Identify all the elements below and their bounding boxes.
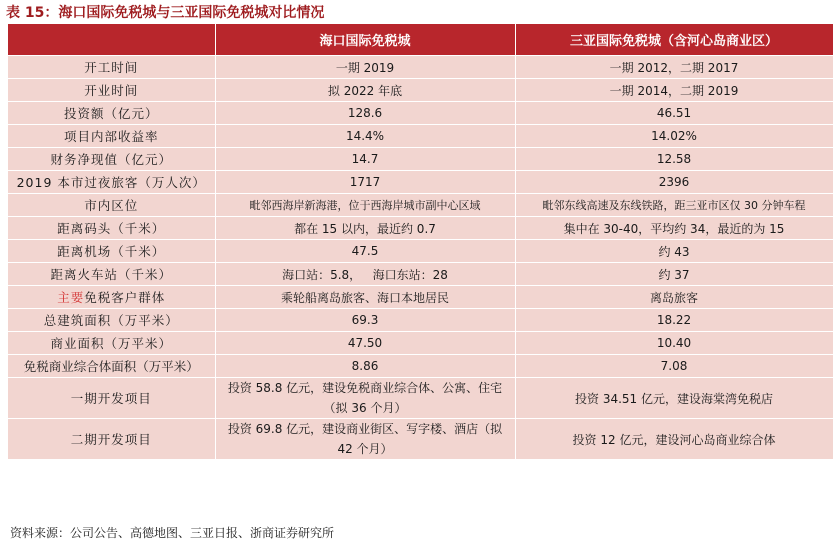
table-row bbox=[8, 194, 833, 217]
table-row bbox=[8, 56, 833, 79]
haikou-value: 14.4% bbox=[215, 125, 515, 148]
table-title: 表 15：海口国际免税城与三亚国际免税城对比情况 bbox=[6, 5, 325, 21]
haikou-value: 拟 2022 年底 bbox=[215, 79, 515, 102]
haikou-value: 海口站：5.8， 海口东站：28 bbox=[215, 263, 515, 286]
haikou-value: 毗邻西海岸新海港，位于西海岸城市副中心区域 bbox=[215, 194, 515, 217]
table-row bbox=[8, 286, 833, 309]
table-row bbox=[8, 125, 833, 148]
header-blank bbox=[8, 24, 215, 56]
haikou-value: 都在 15 以内，最近约 0.7 bbox=[215, 217, 515, 240]
sanya-value: 18.22 bbox=[515, 309, 833, 332]
header-haikou: 海口国际免税城 bbox=[215, 24, 515, 56]
sanya-value: 约 43 bbox=[515, 240, 833, 263]
sanya-value: 10.40 bbox=[515, 332, 833, 355]
row-label: 市内区位 bbox=[8, 194, 215, 217]
row-label: 免税商业综合体面积（万平米） bbox=[8, 355, 215, 378]
sanya-value: 2396 bbox=[515, 171, 833, 194]
table-row bbox=[8, 419, 833, 460]
source-note: 资料来源：公司公告、高德地图、三亚日报、浙商证券研究所 bbox=[10, 526, 335, 540]
row-label: 开业时间 bbox=[8, 79, 215, 102]
row-label: 开工时间 bbox=[8, 56, 215, 79]
sanya-value: 投资 12 亿元，建设河心岛商业综合体 bbox=[515, 419, 833, 460]
row-label: 商业面积（万平米） bbox=[8, 332, 215, 355]
row-label: 投资额（亿元） bbox=[8, 102, 215, 125]
table-header-row bbox=[8, 24, 833, 56]
haikou-value: 69.3 bbox=[215, 309, 515, 332]
row-label: 项目内部收益率 bbox=[8, 125, 215, 148]
table-row bbox=[8, 355, 833, 378]
row-label: 2019 本市过夜旅客（万人次） bbox=[8, 171, 215, 194]
haikou-value: 8.86 bbox=[215, 355, 515, 378]
sanya-value: 7.08 bbox=[515, 355, 833, 378]
haikou-value: 14.7 bbox=[215, 148, 515, 171]
table-row bbox=[8, 332, 833, 355]
haikou-value: 47.50 bbox=[215, 332, 515, 355]
haikou-value: 47.5 bbox=[215, 240, 515, 263]
haikou-value: 1717 bbox=[215, 171, 515, 194]
table-row bbox=[8, 240, 833, 263]
table-row bbox=[8, 102, 833, 125]
row-label: 一期开发项目 bbox=[8, 378, 215, 419]
haikou-value: 一期 2019 bbox=[215, 56, 515, 79]
row-label: 总建筑面积（万平米） bbox=[8, 309, 215, 332]
header-sanya: 三亚国际免税城（含河心岛商业区） bbox=[515, 24, 833, 56]
sanya-value: 一期 2014，二期 2019 bbox=[515, 79, 833, 102]
sanya-value: 一期 2012，二期 2017 bbox=[515, 56, 833, 79]
table-row bbox=[8, 378, 833, 419]
sanya-value: 离岛旅客 bbox=[515, 286, 833, 309]
row-label: 距离火车站（千米） bbox=[8, 263, 215, 286]
table-row bbox=[8, 263, 833, 286]
haikou-value: 128.6 bbox=[215, 102, 515, 125]
comparison-table bbox=[8, 24, 834, 460]
haikou-value: 投资 58.8 亿元，建设免税商业综合体、公寓、住宅（拟 36 个月） bbox=[215, 378, 515, 419]
row-label: 距离码头（千米） bbox=[8, 217, 215, 240]
haikou-value: 乘轮船离岛旅客、海口本地居民 bbox=[215, 286, 515, 309]
sanya-value: 投资 34.51 亿元，建设海棠湾免税店 bbox=[515, 378, 833, 419]
table-row bbox=[8, 309, 833, 332]
row-label: 距离机场（千米） bbox=[8, 240, 215, 263]
row-label bbox=[8, 286, 215, 309]
sanya-value: 约 37 bbox=[515, 263, 833, 286]
haikou-value: 投资 69.8 亿元，建设商业街区、写字楼、酒店（拟 42 个月） bbox=[215, 419, 515, 460]
row-label: 二期开发项目 bbox=[8, 419, 215, 460]
sanya-value: 集中在 30-40，平均约 34，最近的为 15 bbox=[515, 217, 833, 240]
sanya-value: 14.02% bbox=[515, 125, 833, 148]
row-label-emphasis: 主要 bbox=[57, 290, 85, 305]
table-row bbox=[8, 79, 833, 102]
sanya-value: 毗邻东线高速及东线铁路，距三亚市区仅 30 分钟车程 bbox=[515, 194, 833, 217]
table-row bbox=[8, 171, 833, 194]
table-row bbox=[8, 148, 833, 171]
table-row bbox=[8, 217, 833, 240]
row-label-rest: 免税客户群体 bbox=[84, 290, 166, 305]
sanya-value: 12.58 bbox=[515, 148, 833, 171]
row-label: 财务净现值（亿元） bbox=[8, 148, 215, 171]
sanya-value: 46.51 bbox=[515, 102, 833, 125]
